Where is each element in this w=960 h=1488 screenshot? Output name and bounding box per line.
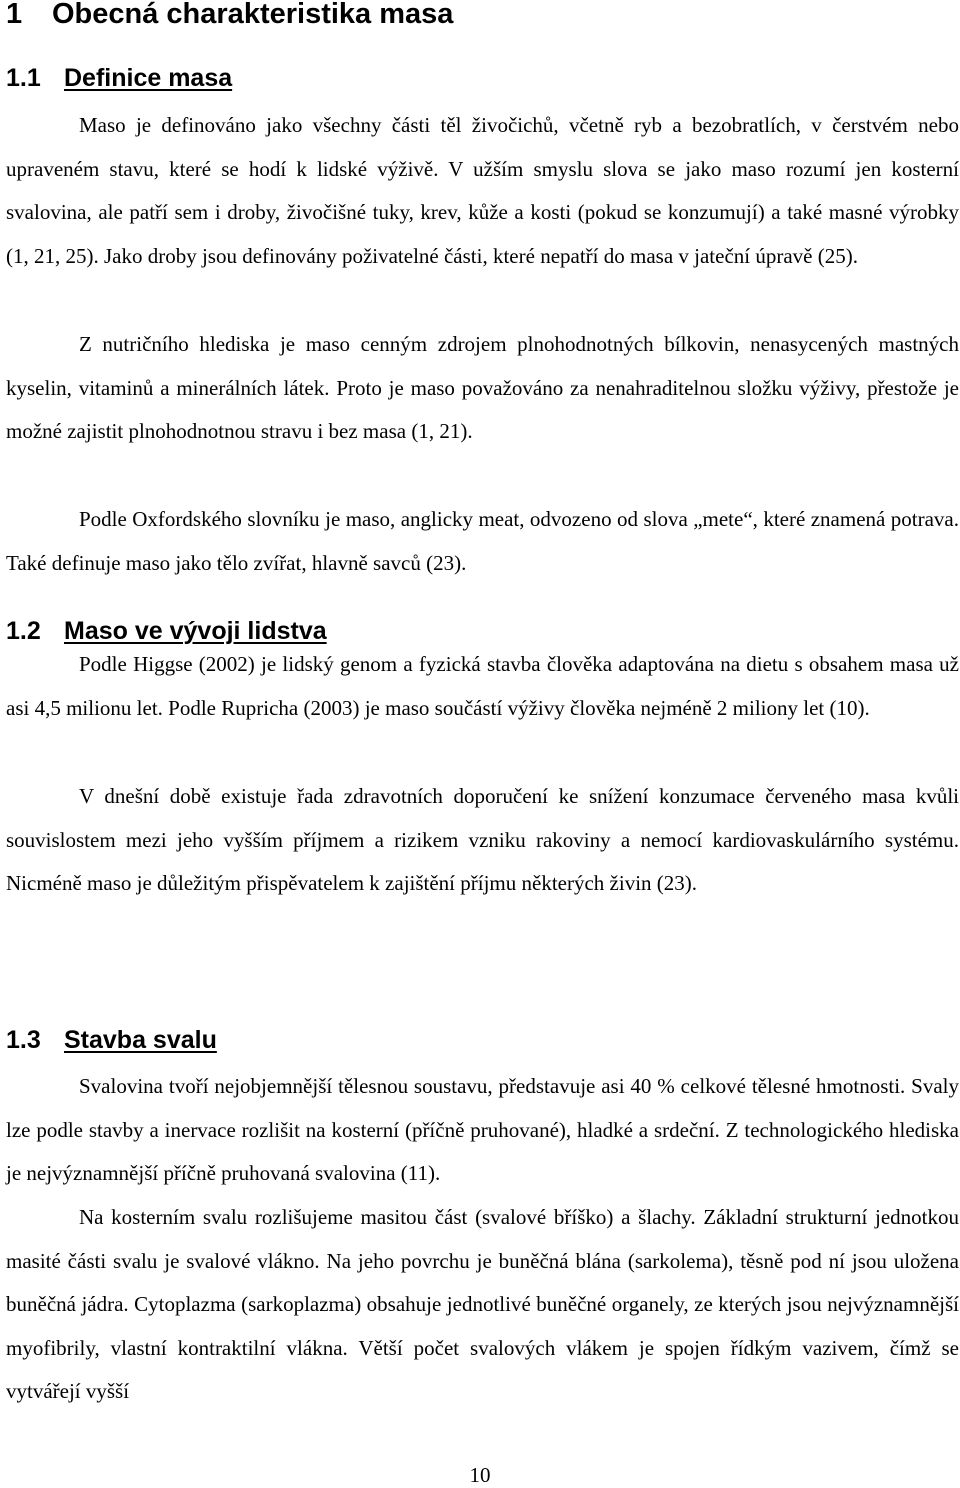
section-title: Definice masa: [64, 64, 233, 92]
paragraph-higgs: Podle Higgse (2002) je lidský genom a fyzická stavba člověka adaptována na dietu s obsahem masa už asi 4,5 milionu let. Podle Rupricha (2003) je maso součástí výživy člověka nejméně 2 miliony let (10).: [6, 652, 959, 720]
section-number: 1.2: [6, 617, 41, 645]
chapter-heading: [6, 0, 453, 36]
paragraph-definition: Maso je definováno jako všechny části těl živočichů, včetně ryb a bezobratlích, v čerstvém nebo upraveném stavu, které se hodí k lidské výživě. V užším smyslu slova se jako maso rozumí jen kosterní svalovina, ale patří sem i droby, živočišné tuky, krev, kůže a kosti (pokud se konzumují) a také masné výrobky (1, 21, 25). Jako droby jsou definovány poživatelné části, které nepatří do masa v jateční úpravě (25).: [6, 113, 959, 268]
section-title: Maso ve vývoji lidstva: [64, 617, 327, 645]
paragraph-oxford: Podle Oxfordského slovníku je maso, anglicky meat, odvozeno od slova „mete“, které znamená potrava. Také definuje maso jako tělo zvířat, hlavně savců (23).: [6, 507, 959, 575]
page-number: 10: [469, 1463, 491, 1487]
paragraph-muscle-tissue: Svalovina tvoří nejobjemnější tělesnou soustavu, představuje asi 40 % celkové tělesné hmotnosti. Svaly lze podle stavby a inervace rozlišit na kosterní (příčně pruhované), hladké a srdeční. Z technologického hlediska je nejvýznamnější příčně pruhovaná svalovina (11).: [6, 1074, 959, 1186]
chapter-title: Obecná charakteristika masa: [52, 0, 454, 30]
chapter-number: 1: [6, 0, 23, 30]
section-heading-1-1: [6, 59, 232, 97]
section-number: 1.3: [6, 1026, 41, 1054]
section-title: Stavba svalu: [64, 1026, 217, 1054]
paragraph-skeletal-muscle: Na kosterním svalu rozlišujeme masitou část (svalové bříško) a šlachy. Základní strukturní jednotkou masité části svalu je svalové vlákno. Na jeho povrchu je buněčná blána (sarkolema), těsně pod ní jsou uložena buněčná jádra. Cytoplazma (sarkoplazma) obsahuje jednotlivé buněčné organely, ze kterých jsou nejvýznamnější myofibrily, vlastní kontraktilní vlákna. Větší počet svalových vlákem je spojen řídkým vazivem, čímž se vytvářejí vyšší: [6, 1205, 959, 1404]
section-heading-1-3: [6, 1021, 217, 1059]
paragraph-health: V dnešní době existuje řada zdravotních doporučení ke snížení konzumace červeného masa kvůli souvislostem mezi jeho vyšším příjmem a rizikem vzniku rakoviny a nemocí kardiovaskulárního systému. Nicméně maso je důležitým přispěvatelem k zajištění příjmu některých živin (23).: [6, 784, 959, 896]
section-number: 1.1: [6, 64, 41, 92]
paragraph-nutrition: Z nutričního hlediska je maso cenným zdrojem plnohodnotných bílkovin, nenasycených mastných kyselin, vitaminů a minerálních látek. Proto je maso považováno za nenahraditelnou složku výživy, přestože je možné zajistit plnohodnotnou stravu i bez masa (1, 21).: [6, 332, 959, 444]
